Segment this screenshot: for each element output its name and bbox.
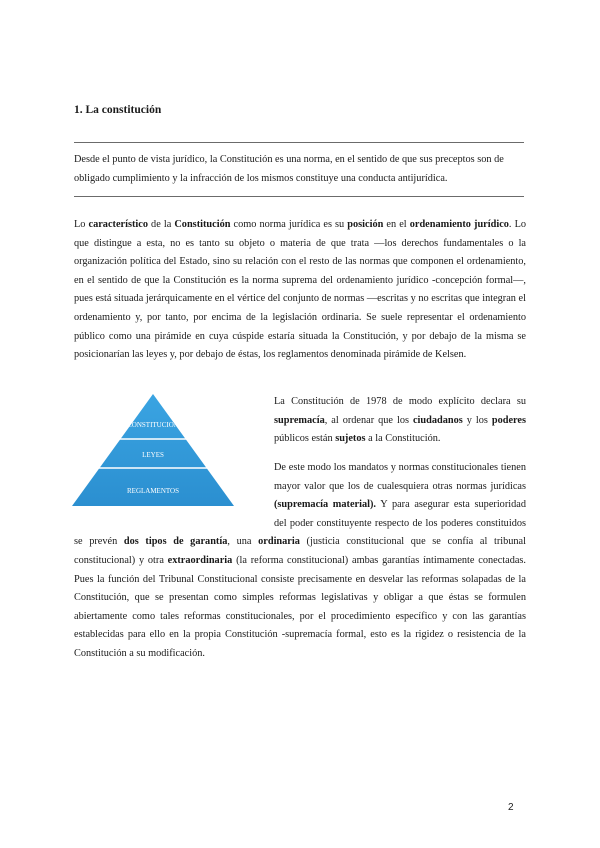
bold-term: dos tipos de garantía: [123, 536, 228, 548]
bold-term: Constitución: [174, 219, 231, 230]
paragraph-guarantees: De este modo los mandatos y normas constitucionales tienen mayor valor que los de cualesquiera otras normas jurídicas (supremacía material). Y para asegurar esta superioridad del poder constituyente respecto de los poderes constituidos se prevén dos tipos de garantía, una ordinaria (justicia constitucional que se confía al tribunal constitucional) y otra extraordinaria (la reforma constitucional) ambas garantías íntimamente conectadas. Pues la función del Tribunal Constitucional consiste precisamente en desvelar las reformas solapadas de la Constitución, que se presentan como simples reformas legislativas y obligar a que éstas se formulen abiertamente como tales reformas constitucionales, por el procedimiento específico y con las garantías establecidas para ello en la propia Constitución -supremacía formal, esto es la rigidez o resistencia de la Constitución a su modificación.: [74, 462, 526, 659]
paragraph-supremacy: La Constitución de 1978 de modo explícito declara su supremacía, al ordenar que los ciudadanos y los poderes públicos están sujetos a la Constitución.: [274, 396, 526, 445]
pyramid-level-constitution: CONSTITUCION: [127, 421, 179, 429]
bold-term: poderes: [491, 414, 526, 426]
page-number: 2: [508, 802, 514, 813]
bold-term: característico: [88, 219, 148, 230]
bold-term: supremacía: [274, 414, 325, 426]
pyramid-level-laws: LEYES: [142, 451, 164, 459]
bold-term: (supremacía material).: [274, 499, 376, 511]
definition-text: Desde el punto de vista jurídico, la Constitución es una norma, en el sentido de que sus preceptos son de obligado cumplimiento y la infracción de los mismos constituye una conducta antijurídica.: [74, 154, 504, 184]
paragraph-characteristic: Lo característico de la Constitución como norma jurídica es su posición en el ordenamiento jurídico. Lo que distingue a esta, no es tanto su objeto o materia de que trata —los derechos fundamentales o la organización política del Estado, sino su relación con el resto de las normas que componen el ordenamiento, en el sentido de que la Constitución es la norma suprema del ordenamiento jurídico -concepción formal—, pues está situada jerárquicamente en el vértice del conjunto de normas —escritas y no escritas que integran el ordenamiento y, por tanto, por encima de la legislación ordinaria. Se suele representar el ordenamiento público como una pirámide en cuya cúspide estaría situada la Constitución, y por debajo de la misma se posicionarían las leyes y, por debajo de éstas, los reglamentos denominada pirámide de Kelsen.: [74, 219, 527, 361]
section-heading: 1. La constitución: [74, 104, 162, 116]
bold-term: ciudadanos: [412, 414, 463, 426]
bold-term: posición: [347, 219, 384, 230]
divider-top: [74, 142, 524, 143]
pyramid-level-regulations: REGLAMENTOS: [127, 487, 179, 495]
bold-term: sujetos: [335, 433, 366, 445]
bold-term: ordenamiento jurídico: [409, 219, 509, 230]
divider-bottom: [74, 196, 524, 197]
bold-term: ordinaria: [258, 536, 300, 548]
bold-term: extraordinaria: [167, 554, 233, 566]
